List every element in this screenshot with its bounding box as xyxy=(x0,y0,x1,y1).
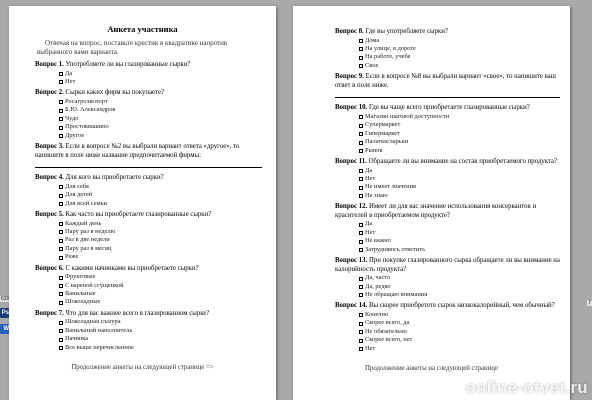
question-number: Вопрос 2. xyxy=(35,89,64,97)
option-list xyxy=(293,167,570,201)
page-title: Анкета участника xyxy=(107,24,178,34)
question-text: Что для вас важнее всего в глазированном сырке? xyxy=(65,309,210,317)
answer-checkbox[interactable]: Свое xyxy=(335,62,570,70)
taskbar-counter-right: 7 xyxy=(588,300,591,306)
question xyxy=(35,310,262,319)
answer-checkbox[interactable]: Росагроэкспорт xyxy=(35,98,276,106)
answer-checkbox[interactable]: Шоколадная глазура xyxy=(35,318,276,326)
answer-checkbox[interactable]: Ванильные xyxy=(35,290,276,298)
document-page-left xyxy=(9,6,276,400)
question-number: Вопрос 10. xyxy=(335,104,368,112)
option-list xyxy=(293,220,570,254)
answer-checkbox[interactable]: Чудо xyxy=(35,115,276,123)
question-text: Если в вопросе №2 вы выбрали вариант ответа «другое», то напишите в поле ниже название предпочитаемой фирмы: xyxy=(35,143,240,159)
question xyxy=(335,203,560,220)
answer-checkbox[interactable]: Скорее всего, нет xyxy=(335,336,570,344)
option-list xyxy=(9,318,276,352)
option-list xyxy=(9,273,276,307)
right-question-list xyxy=(293,28,570,356)
taskbar-counter: 639 xyxy=(1,296,9,302)
option-list xyxy=(293,274,570,299)
answer-checkbox[interactable]: Да xyxy=(35,70,276,78)
question-text: С какими начинками вы приобретаете сырки? xyxy=(65,264,199,272)
answer-checkbox[interactable]: Шоколадные xyxy=(35,298,276,306)
answer-checkbox[interactable]: Для всей семьи xyxy=(35,200,276,208)
question-text: Где вы чаще всего приобретаете глазированные сырки? xyxy=(368,104,530,112)
question xyxy=(335,104,560,113)
answer-checkbox[interactable]: Простоквашино xyxy=(35,123,276,131)
question xyxy=(335,73,560,90)
question-number: Вопрос 12. xyxy=(335,203,368,211)
answer-checkbox[interactable]: Пару раз в неделю xyxy=(35,228,276,236)
question-number: Вопрос 9. xyxy=(335,73,364,81)
question xyxy=(335,257,560,274)
question-number: Вопрос 4. xyxy=(35,174,64,182)
question-number: Вопрос 5. xyxy=(35,211,64,219)
answer-checkbox[interactable]: Дома xyxy=(335,37,570,45)
option-list xyxy=(9,220,276,262)
answer-checkbox[interactable]: Не обращаю внимания xyxy=(335,291,570,299)
question xyxy=(335,158,560,167)
watermark-logo: online-otvet.ru xyxy=(465,378,588,397)
question-number: Вопрос 13. xyxy=(335,257,368,265)
answer-checkbox[interactable]: Да xyxy=(335,167,570,175)
word-icon[interactable]: W xyxy=(0,324,9,334)
question xyxy=(35,211,262,220)
question-text: Для кого вы приобретаете сырки? xyxy=(65,174,164,182)
question-number: Вопрос 7. xyxy=(35,309,64,317)
answer-checkbox[interactable]: Не имеет значения xyxy=(335,183,570,191)
answer-checkbox[interactable]: Все выше перечисленное xyxy=(35,344,276,352)
question-number: Вопрос 11. xyxy=(335,158,367,166)
answer-checkbox[interactable]: На улице, в дороге xyxy=(335,45,570,53)
question xyxy=(335,302,560,311)
answer-checkbox[interactable]: Для себя xyxy=(35,183,276,191)
answer-checkbox[interactable]: Гипермаркет xyxy=(335,130,570,138)
answer-checkbox[interactable]: Не знаю xyxy=(335,192,570,200)
question-number: Вопрос 3. xyxy=(35,143,64,151)
question-text: Если в вопросе №8 вы выбрали вариант «свое», то напишите ваш ответ в поле ниже. xyxy=(335,73,556,89)
answer-line[interactable] xyxy=(335,97,560,98)
answer-checkbox[interactable]: Раз в две недели xyxy=(35,236,276,244)
question-text: Употребляете ли вы глазированные сырки? xyxy=(65,61,191,68)
answer-checkbox[interactable]: Супермаркет xyxy=(335,121,570,129)
taskbar-strip-left xyxy=(0,296,9,376)
option-list xyxy=(9,98,276,140)
photoshop-icon[interactable]: Ps xyxy=(1,310,9,316)
answer-checkbox[interactable]: Нет xyxy=(335,345,570,353)
question-text: Обращаете ли вы внимание на состав приобретаемого продукта? xyxy=(368,158,558,166)
answer-checkbox[interactable]: Для детей xyxy=(35,191,276,199)
option-list xyxy=(9,70,276,87)
answer-checkbox[interactable]: Конечно xyxy=(335,311,570,319)
question-number: Вопрос 14. xyxy=(335,302,368,310)
question xyxy=(35,89,262,98)
answer-checkbox[interactable]: Рынок xyxy=(335,147,570,155)
answer-checkbox[interactable]: Магазин шаговой доступности xyxy=(335,113,570,121)
answer-checkbox[interactable]: Каждый день xyxy=(35,220,276,228)
right-page-content xyxy=(293,28,570,373)
left-question-list xyxy=(9,61,276,355)
option-list xyxy=(9,183,276,208)
answer-checkbox[interactable]: Палатки/ларьки xyxy=(335,138,570,146)
answer-checkbox[interactable]: Фруктовые xyxy=(35,273,276,281)
document-page-right xyxy=(293,6,570,400)
answer-checkbox[interactable]: Не обязательно xyxy=(335,328,570,336)
answer-checkbox[interactable]: Да xyxy=(335,220,570,228)
question-text: Имеет ли для вас значение использования консервантов и красителей в приобретаемом продукте? xyxy=(335,203,537,219)
spacer xyxy=(9,353,276,355)
answer-checkbox[interactable]: Другое xyxy=(35,132,276,140)
answer-checkbox[interactable]: Не важно xyxy=(335,237,570,245)
spacer xyxy=(293,354,570,356)
option-list xyxy=(293,37,570,71)
answer-checkbox[interactable]: Да, часто xyxy=(335,274,570,282)
answer-checkbox[interactable]: Б.Ю. Александров xyxy=(35,106,276,114)
question-text: Как часто вы приобретаете глазированные сырки? xyxy=(65,211,212,219)
answer-checkbox[interactable]: Начинка xyxy=(35,335,276,343)
question-text: При покупке глазированного сырка обращаете ли вы внимание на калорийность продукта? xyxy=(335,257,560,273)
question xyxy=(35,265,262,274)
answer-checkbox[interactable]: Затрудняюсь ответить xyxy=(335,246,570,254)
option-list xyxy=(293,311,570,353)
answer-checkbox[interactable]: Да, редко xyxy=(335,283,570,291)
answer-checkbox[interactable]: На работе, учебе xyxy=(335,53,570,61)
answer-checkbox[interactable]: Нет xyxy=(335,175,570,183)
question xyxy=(35,143,262,160)
left-page-content xyxy=(9,6,276,372)
answer-line[interactable] xyxy=(35,167,262,168)
answer-checkbox[interactable]: Ванильный наполнитель xyxy=(35,327,276,335)
question xyxy=(35,61,262,70)
answer-checkbox[interactable]: С вареной сгущенкой xyxy=(35,282,276,290)
survey-instructions: Отвечая на вопрос, поставьте крестик в квадратике напротив выбранного вами варианта. xyxy=(37,39,228,56)
question-text: Где вы употребляете сырки? xyxy=(365,28,448,35)
answer-checkbox[interactable]: Нет xyxy=(335,229,570,237)
answer-checkbox[interactable]: Пару раз в месяц xyxy=(35,245,276,253)
question-number: Вопрос 1. xyxy=(35,61,64,68)
option-list xyxy=(293,113,570,155)
question-text: Сырки каких фирм вы покупаете? xyxy=(65,89,165,97)
question xyxy=(35,174,262,183)
continuation-note-right: Продолжение анкеты на следующей странице xyxy=(365,365,498,373)
question-text: Вы скорее приобретете сырок низкокалорийный, чем обычный? xyxy=(368,302,555,310)
answer-checkbox[interactable]: Скорее всего, да xyxy=(335,319,570,327)
answer-checkbox[interactable]: Реже xyxy=(35,253,276,261)
continuation-note-left: Продолжение анкеты на следующей странице => xyxy=(71,364,214,372)
question-number: Вопрос 6. xyxy=(35,264,64,272)
question xyxy=(335,28,560,37)
question-number: Вопрос 8. xyxy=(335,28,364,35)
answer-checkbox[interactable]: Нет xyxy=(35,78,276,86)
